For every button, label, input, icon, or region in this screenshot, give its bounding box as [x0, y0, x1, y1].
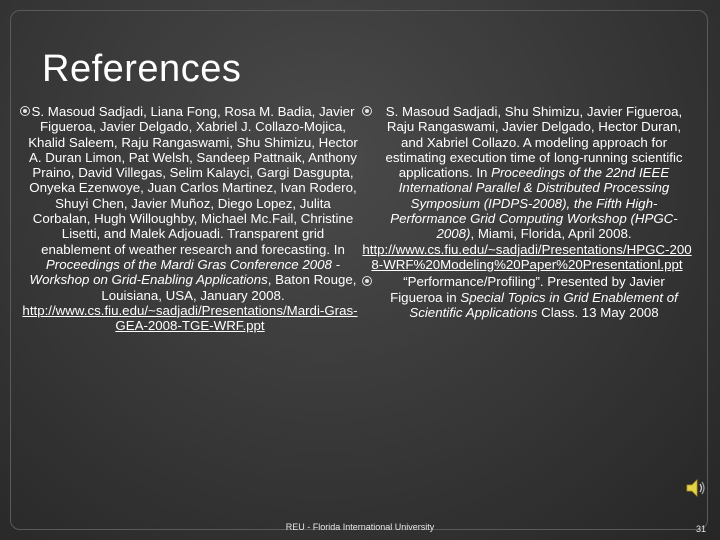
reference-prefix: “Performance/Profiling”. Presented by Javier Figueroa in — [390, 274, 665, 305]
footer-text: REU - Florida International University — [285, 522, 435, 532]
reference-link[interactable]: http://www.cs.fiu.edu/~sadjadi/Presentations/HPGC-2008-WRF%20Modeling%20Paper%20Presentationl.ppt — [362, 241, 692, 272]
left-column — [20, 104, 360, 335]
reference-text — [362, 274, 692, 320]
reference-item — [20, 104, 360, 333]
slide-footer — [0, 522, 720, 532]
slide-title: References — [42, 48, 242, 90]
reference-location: , Baton Rouge, Louisiana, USA, January 2008. — [101, 272, 357, 303]
right-column — [362, 104, 692, 322]
reference-link[interactable]: http://www.cs.fiu.edu/~sadjadi/Presentations/Mardi-Gras-GEA-2008-TGE-WRF.ppt — [22, 302, 358, 334]
reference-authors: S. Masoud Sadjadi, Liana Fong, Rosa M. Badia, Javier Figueroa, Javier Delgado, Xabriel J. Collazo-Mojica, Khalid Saleem, Raju Rangaswami, Shu Shimizu, Hector A. Duran Limon, Pat Welsh, Sandeep Pattnaik, Anthony Praino, David Villegas, Selim Kalayci, Gargi Dasgupta, Onyeka Ezenwoye, Juan Carlos Martinez, Ivan Rodero, Shuyi Chen, Javier Muñoz, Diego Lopez, Julita Corbalan, Hugh Willoughby, Michael Mc.Fail, Christine Lisetti, and Malek Adjouadi. Transparent grid enablement of weather research and forecasting. In — [28, 104, 358, 257]
bullet-icon — [20, 106, 30, 116]
reference-location: , Miami, Florida, April 2008. — [470, 226, 632, 242]
reference-text — [20, 104, 360, 303]
reference-venue: Proceedings of the Mardi Gras Conference 2008 - Workshop on Grid-Enabling Applications — [29, 256, 341, 288]
reference-course: Special Topics in Grid Enablement of Scientific Applications — [409, 289, 678, 320]
reference-text — [362, 104, 692, 242]
reference-authors: S. Masoud Sadjadi, Shu Shimizu, Javier Figueroa, Raju Rangaswami, Javier Delgado, Hector Duran, and Xabriel Collazo. A modeling approach for estimating execution time of long-running scientific applications. In — [385, 104, 683, 181]
page-number: 31 — [695, 524, 706, 534]
bullet-icon — [362, 106, 372, 116]
reference-venue: Proceedings of the 22nd IEEE International Parallel & Distributed Processing Symposium (IPDPS-2008), the Fifth High-Performance Grid Computing Workshop (HPGC-2008) — [390, 165, 678, 242]
reference-suffix: Class. 13 May 2008 — [541, 304, 659, 320]
speaker-icon[interactable] — [684, 476, 708, 500]
reference-item — [362, 274, 692, 320]
reference-item — [362, 104, 692, 272]
